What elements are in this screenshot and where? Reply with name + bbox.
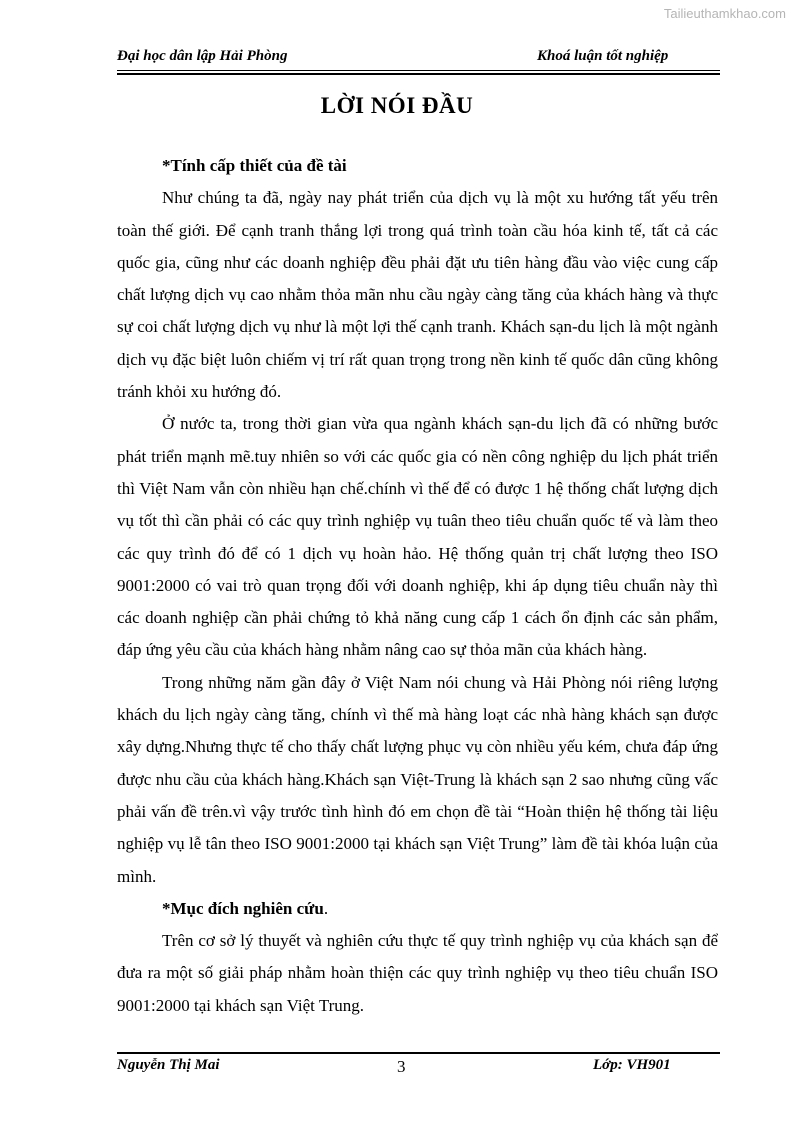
section-heading-urgency: *Tính cấp thiết của đề tài	[162, 156, 347, 175]
footer-class: Lớp: VH901	[593, 1057, 671, 1073]
page-header	[117, 48, 720, 68]
paragraph-2: Ở nước ta, trong thời gian vừa qua ngành khách sạn-du lịch đã có những bước phát triển mạnh mẽ.tuy nhiên so với các quốc gia có nền công nghiệp du lịch phát triển thì Việt Nam vẫn còn nhiều hạn chế.chính vì thế để có được 1 hệ thống chất lượng dịch vụ tốt thì cần phải có các quy trình nghiệp vụ tuân theo tiêu chuẩn quốc tế và làm theo các quy trình đó để có 1 dịch vụ hoàn hảo. Hệ thống quản trị chất lượng theo ISO 9001:2000 có vai trò quan trọng đối với doanh nghiệp, khi áp dụng tiêu chuẩn này thì các doanh nghiệp cần phải chứng tỏ khả năng cung cấp 1 cách ổn định các sản phẩm, đáp ứng yêu cầu của khách hàng nhằm nâng cao sự thỏa mãn của khách hàng.	[117, 414, 718, 660]
page-number: 3	[397, 1057, 406, 1076]
section-heading-purpose: *Mục đích nghiên cứu	[162, 898, 324, 918]
section-heading-purpose-tail: .	[323, 898, 329, 918]
header-divider	[117, 70, 720, 75]
footer-author: Nguyễn Thị Mai	[117, 1057, 220, 1073]
header-university: Đại học dân lập Hải Phòng	[117, 48, 288, 64]
section-heading-purpose-wrap	[117, 893, 718, 925]
page-footer	[117, 1057, 720, 1077]
header-thesis-label: Khoá luận tốt nghiệp	[537, 48, 669, 64]
footer-divider	[117, 1052, 720, 1054]
paragraph-1: Như chúng ta đã, ngày nay phát triển của dịch vụ là một xu hướng tất yếu trên toàn thế giới. Để cạnh tranh thắng lợi trong quá trình toàn cầu hóa kinh tế, tất cả các quốc gia, cũng như các doanh nghiệp đều phải đặt ưu tiên hàng đầu vào việc cung cấp chất lượng dịch vụ cao nhằm thỏa mãn nhu cầu ngày càng tăng của khách hàng và thực sự coi chất lượng dịch vụ như là một lợi thế cạnh tranh. Khách sạn-du lịch là một ngành dịch vụ đặc biệt luôn chiếm vị trí rất quan trọng trong nền kinh tế quốc dân cũng không tránh khỏi xu hướng đó.	[117, 188, 718, 402]
page-title: LỜI NÓI ĐẦU	[320, 93, 474, 118]
watermark-text: Tailieuthamkhao.com	[663, 6, 786, 21]
paragraph-3: Trong những năm gần đây ở Việt Nam nói chung và Hải Phòng nói riêng lượng khách du lịch ngày càng tăng, chính vì thế mà hàng loạt các nhà hàng khách sạn được xây dựng.Nhưng thực tế cho thấy chất lượng phục vụ còn nhiều yếu kém, chưa đáp ứng được nhu cầu của khách hàng.Khách sạn Việt-Trung là khách sạn 2 sao nhưng cũng vấc phải vấn đề trên.vì vậy trước tình hình đó em chọn đề tài “Hoàn thiện hệ thống tài liệu nghiệp vụ lễ tân theo ISO 9001:2000 tại khách sạn Việt Trung” làm đề tài khóa luận của mình.	[117, 672, 718, 886]
document-body	[117, 150, 718, 1022]
paragraph-4: Trên cơ sở lý thuyết và nghiên cứu thực tế quy trình nghiệp vụ của khách sạn để đưa ra một số giải pháp nhằm hoàn thiện các quy trình nghiệp vụ theo tiêu chuẩn ISO 9001:2000 tại khách sạn Việt Trung.	[117, 931, 718, 1015]
